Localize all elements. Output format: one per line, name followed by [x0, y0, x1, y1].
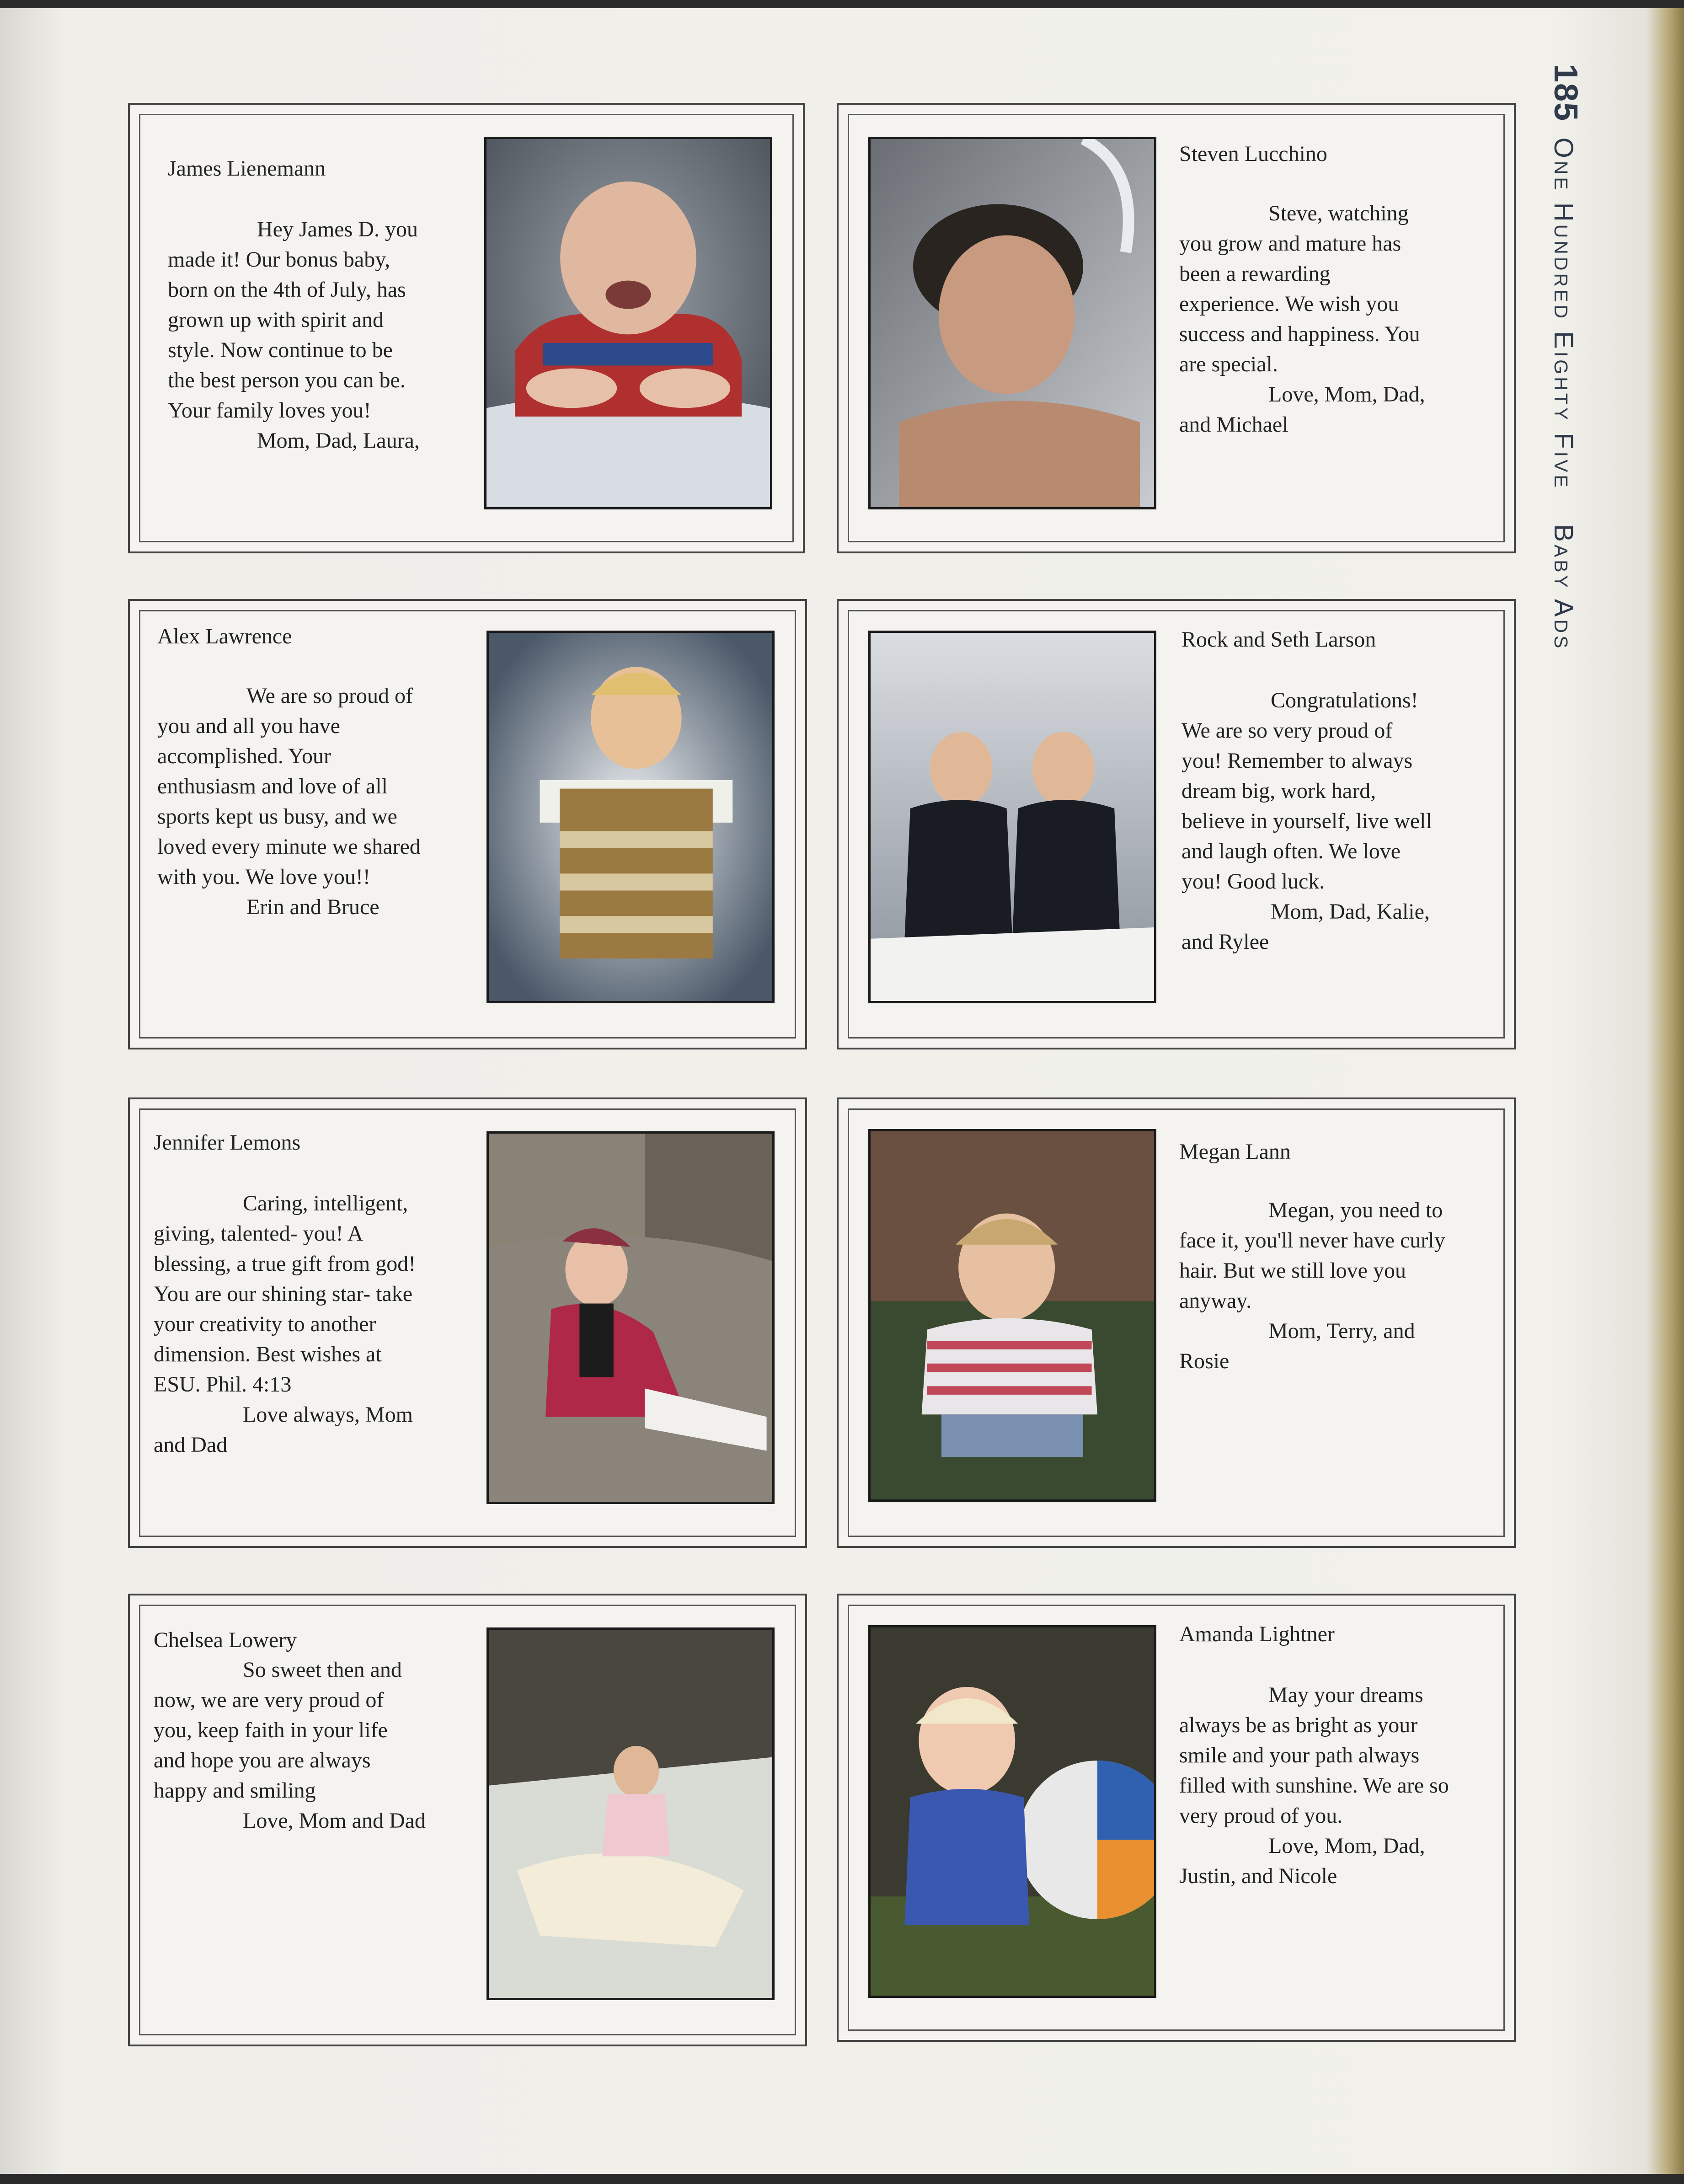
message-line: Your family loves you!: [168, 398, 371, 423]
message-line: Mom, Dad, Laura,: [257, 428, 420, 453]
message-line: ESU. Phil. 4:13: [154, 1372, 292, 1397]
message-line: happy and smiling: [154, 1778, 316, 1803]
message-line: giving, talented- you! A: [154, 1221, 364, 1246]
message-line: Erin and Bruce: [246, 895, 380, 919]
message-line: We are so proud of: [246, 684, 413, 708]
ad-megan-lann: [837, 1097, 1516, 1548]
ad-alex-lawrence: [128, 599, 807, 1049]
message-line: and Michael: [1179, 412, 1288, 437]
message-line: always be as bright as your: [1179, 1713, 1418, 1737]
message-line: You are our shining star- take: [154, 1282, 413, 1306]
section-title: Baby Ads: [1549, 524, 1578, 651]
message-line: made it! Our bonus baby,: [168, 247, 390, 272]
child-photo: [486, 1627, 775, 2000]
message-line: dimension. Best wishes at: [154, 1342, 382, 1366]
message-line: now, we are very proud of: [154, 1688, 384, 1712]
message-line: Love, Mom, Dad,: [1268, 382, 1425, 407]
ad-name: Jennifer Lemons: [154, 1130, 301, 1155]
message-line: success and happiness. You: [1179, 322, 1420, 346]
message-line: face it, you'll never have curly: [1179, 1228, 1445, 1253]
message-line: dream big, work hard,: [1181, 779, 1376, 803]
ad-name: Amanda Lightner: [1179, 1622, 1335, 1646]
message-line: Love, Mom, Dad,: [1268, 1834, 1425, 1858]
message-line: you grow and mature has: [1179, 231, 1401, 256]
ad-james-lienemann: [128, 103, 805, 553]
ad-message: [157, 681, 468, 922]
ad-message: [168, 214, 465, 456]
message-line: Love always, Mom: [243, 1402, 413, 1427]
message-line: are special.: [1179, 352, 1278, 376]
message-line: style. Now continue to be: [168, 338, 393, 362]
baby-photo: [868, 137, 1156, 509]
message-line: you! Remember to always: [1181, 749, 1413, 773]
ad-name: Chelsea Lowery: [154, 1628, 297, 1652]
message-line: very proud of you.: [1179, 1804, 1343, 1828]
message-line: Mom, Terry, and: [1268, 1319, 1415, 1343]
ad-rock-seth-larson: [837, 599, 1516, 1049]
message-line: you! Good luck.: [1181, 869, 1325, 894]
message-line: Justin, and Nicole: [1179, 1864, 1337, 1888]
message-line: loved every minute we shared: [157, 835, 421, 859]
message-line: grown up with spirit and: [168, 308, 384, 332]
message-line: the best person you can be.: [168, 368, 406, 392]
child-photo: [486, 1131, 775, 1504]
baby-photo: [484, 137, 772, 509]
child-photo: [486, 631, 775, 1003]
message-line: your creativity to another: [154, 1312, 376, 1336]
message-line: sports kept us busy, and we: [157, 804, 397, 829]
message-line: and Rylee: [1181, 930, 1269, 954]
message-line: hair. But we still love you: [1179, 1258, 1406, 1283]
ad-name: Megan Lann: [1179, 1140, 1291, 1164]
message-line: been a rewarding: [1179, 262, 1331, 286]
ad-message: [154, 1655, 469, 1836]
ad-message: [154, 1188, 469, 1460]
ad-jennifer-lemons: [128, 1097, 807, 1548]
ad-amanda-lightner: [837, 1594, 1516, 2042]
page-title: One Hundred Eighty Five: [1549, 137, 1578, 490]
ad-message: [1179, 1680, 1499, 1891]
ad-steven-lucchino: [837, 103, 1516, 553]
ad-name: Rock and Seth Larson: [1181, 627, 1376, 652]
message-line: Caring, intelligent,: [243, 1191, 408, 1215]
ad-chelsea-lowery: [128, 1594, 807, 2046]
ad-message: [1179, 1195, 1495, 1376]
message-line: filled with sunshine. We are so: [1179, 1773, 1449, 1798]
message-line: Congratulations!: [1271, 688, 1418, 712]
message-line: So sweet then and: [243, 1658, 402, 1682]
message-line: and laugh often. We love: [1181, 839, 1401, 863]
message-line: Hey James D. you: [257, 217, 418, 241]
child-photo: [868, 1625, 1156, 1998]
message-line: with you. We love you!!: [157, 865, 370, 889]
message-line: Steve, watching: [1268, 201, 1409, 225]
page-number: 185: [1547, 64, 1584, 122]
message-line: experience. We wish you: [1179, 292, 1399, 316]
message-line: you, keep faith in your life: [154, 1718, 388, 1742]
message-line: and hope you are always: [154, 1748, 371, 1772]
message-line: Love, Mom and Dad: [243, 1809, 426, 1833]
bottom-edge: [0, 2174, 1684, 2184]
page-side-header: [1547, 64, 1584, 651]
ad-name: Alex Lawrence: [157, 624, 292, 648]
message-line: May your dreams: [1268, 1683, 1423, 1707]
ad-name: James Lienemann: [168, 156, 326, 181]
ad-message: [1179, 198, 1490, 440]
message-line: Rosie: [1179, 1349, 1230, 1373]
message-line: anyway.: [1179, 1289, 1252, 1313]
child-photo: [868, 1129, 1156, 1502]
message-line: smile and your path always: [1179, 1743, 1420, 1767]
message-line: believe in yourself, live well: [1181, 809, 1432, 833]
message-line: Mom, Dad, Kalie,: [1271, 899, 1430, 924]
twins-photo: [868, 631, 1156, 1003]
message-line: We are so very proud of: [1181, 718, 1393, 743]
message-line: and Dad: [154, 1433, 228, 1457]
message-line: Megan, you need to: [1268, 1198, 1443, 1222]
message-line: blessing, a true gift from god!: [154, 1252, 416, 1276]
message-line: born on the 4th of July, has: [168, 278, 406, 302]
message-line: enthusiasm and love of all: [157, 774, 388, 798]
top-edge: [0, 0, 1684, 8]
message-line: accomplished. Your: [157, 744, 331, 768]
message-line: you and all you have: [157, 714, 340, 738]
ad-message: [1181, 685, 1492, 957]
ad-name: Steven Lucchino: [1179, 142, 1327, 166]
